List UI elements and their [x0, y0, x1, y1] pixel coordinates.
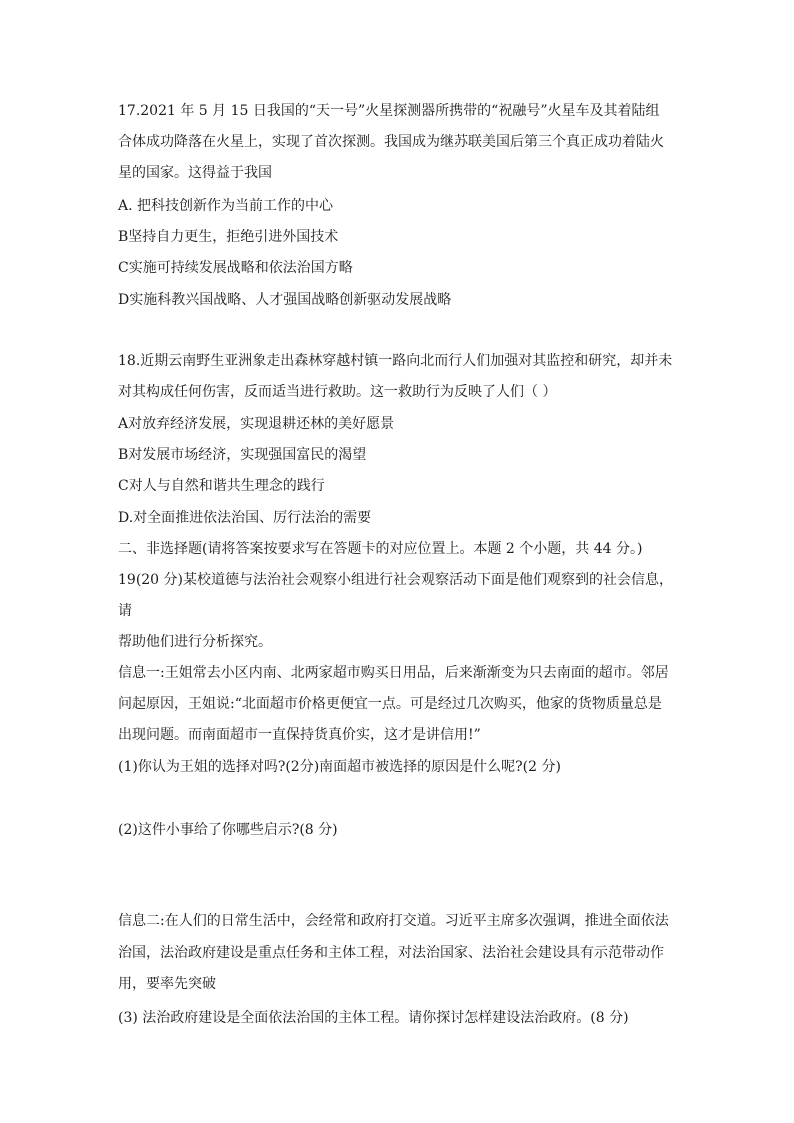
q18-option-c: C对人与自然和谐共生理念的践行: [118, 478, 325, 494]
q18-option-a: A对放弃经济发展，实现退耕还林的美好愿景: [118, 416, 395, 432]
q17-option-a: A. 把科技创新作为当前工作的中心: [118, 198, 334, 214]
q18-stem-line-1: 18.近期云南野生亚洲象走出森林穿越村镇一路向北而行人们加强对其监控和研究，却并未: [118, 353, 673, 369]
section-heading: 二、非选择题(请将答案按要求写在答题卡的对应位置上。本题 2 个小题，共 44 分。): [118, 541, 643, 557]
q18-stem-line-2: 对其构成任何伤害，反而适当进行救助。这一救助行为反映了人们（ ）: [118, 384, 557, 400]
q19-intro-line-2: 请: [118, 603, 132, 619]
q17-stem-line-2: 合体成功降落在火星上，实现了首次探测。我国成为继苏联美国后第三个真正成功着陆火: [118, 134, 664, 150]
q17-option-d: D实施科教兴国战略、人才强国战略创新驱动发展战略: [118, 292, 452, 308]
q18-option-b: B对发展市场经济，实现强国富民的渴望: [118, 447, 367, 463]
info2-line-2: 治国，法治政府建设是重点任务和主体工程，对法治国家、法治社会建设具有示范带动作: [118, 945, 664, 961]
info1-line-2: 问起原因，王姐说:“北面超市价格更便宜一点。可是经过几次购买，他家的货物质量总是: [118, 696, 662, 712]
q17-option-b: B坚持自力更生，拒绝引进外国技术: [118, 229, 339, 245]
q19-intro-line-3: 帮助他们进行分析探究。: [118, 634, 272, 650]
sub-question-3: (3) 法治政府建设是全面依法治国的主体工程。请你探讨怎样建设法治政府。(8 分): [118, 1010, 629, 1026]
q17-option-c: C实施可持续发展战略和依法治国方略: [118, 260, 353, 276]
q17-stem-line-1: 17.2021 年 5 月 15 日我国的“天一号”火星探测器所携带的“祝融号”火星车及其着陆组: [118, 103, 660, 119]
sub-question-1: (1)你认为王姐的选择对吗?(2分)南面超市被选择的原因是什么呢?(2 分): [118, 759, 561, 775]
sub-question-2: (2)这件小事给了你哪些启示?(8 分): [118, 822, 338, 838]
q18-option-d: D.对全面推进依法治国、厉行法治的需要: [118, 510, 372, 526]
q19-intro-line-1: 19(20 分)某校道德与法治社会观察小组进行社会观察活动下面是他们观察到的社会信息，: [118, 572, 674, 588]
q17-stem-line-3: 星的国家。这得益于我国: [118, 165, 272, 181]
info1-line-1: 信息一:王姐常去小区内南、北两家超市购买日用品，后来渐渐变为只去南面的超市。邻居: [118, 665, 669, 681]
info1-line-3: 出现问题。而南面超市一直保持货真价实，这才是讲信用!”: [118, 727, 481, 743]
info2-line-3: 用，要率先突破: [118, 976, 216, 992]
info2-line-1: 信息二:在人们的日常生活中，会经常和政府打交道。习近平主席多次强调，推进全面依法: [118, 913, 669, 929]
